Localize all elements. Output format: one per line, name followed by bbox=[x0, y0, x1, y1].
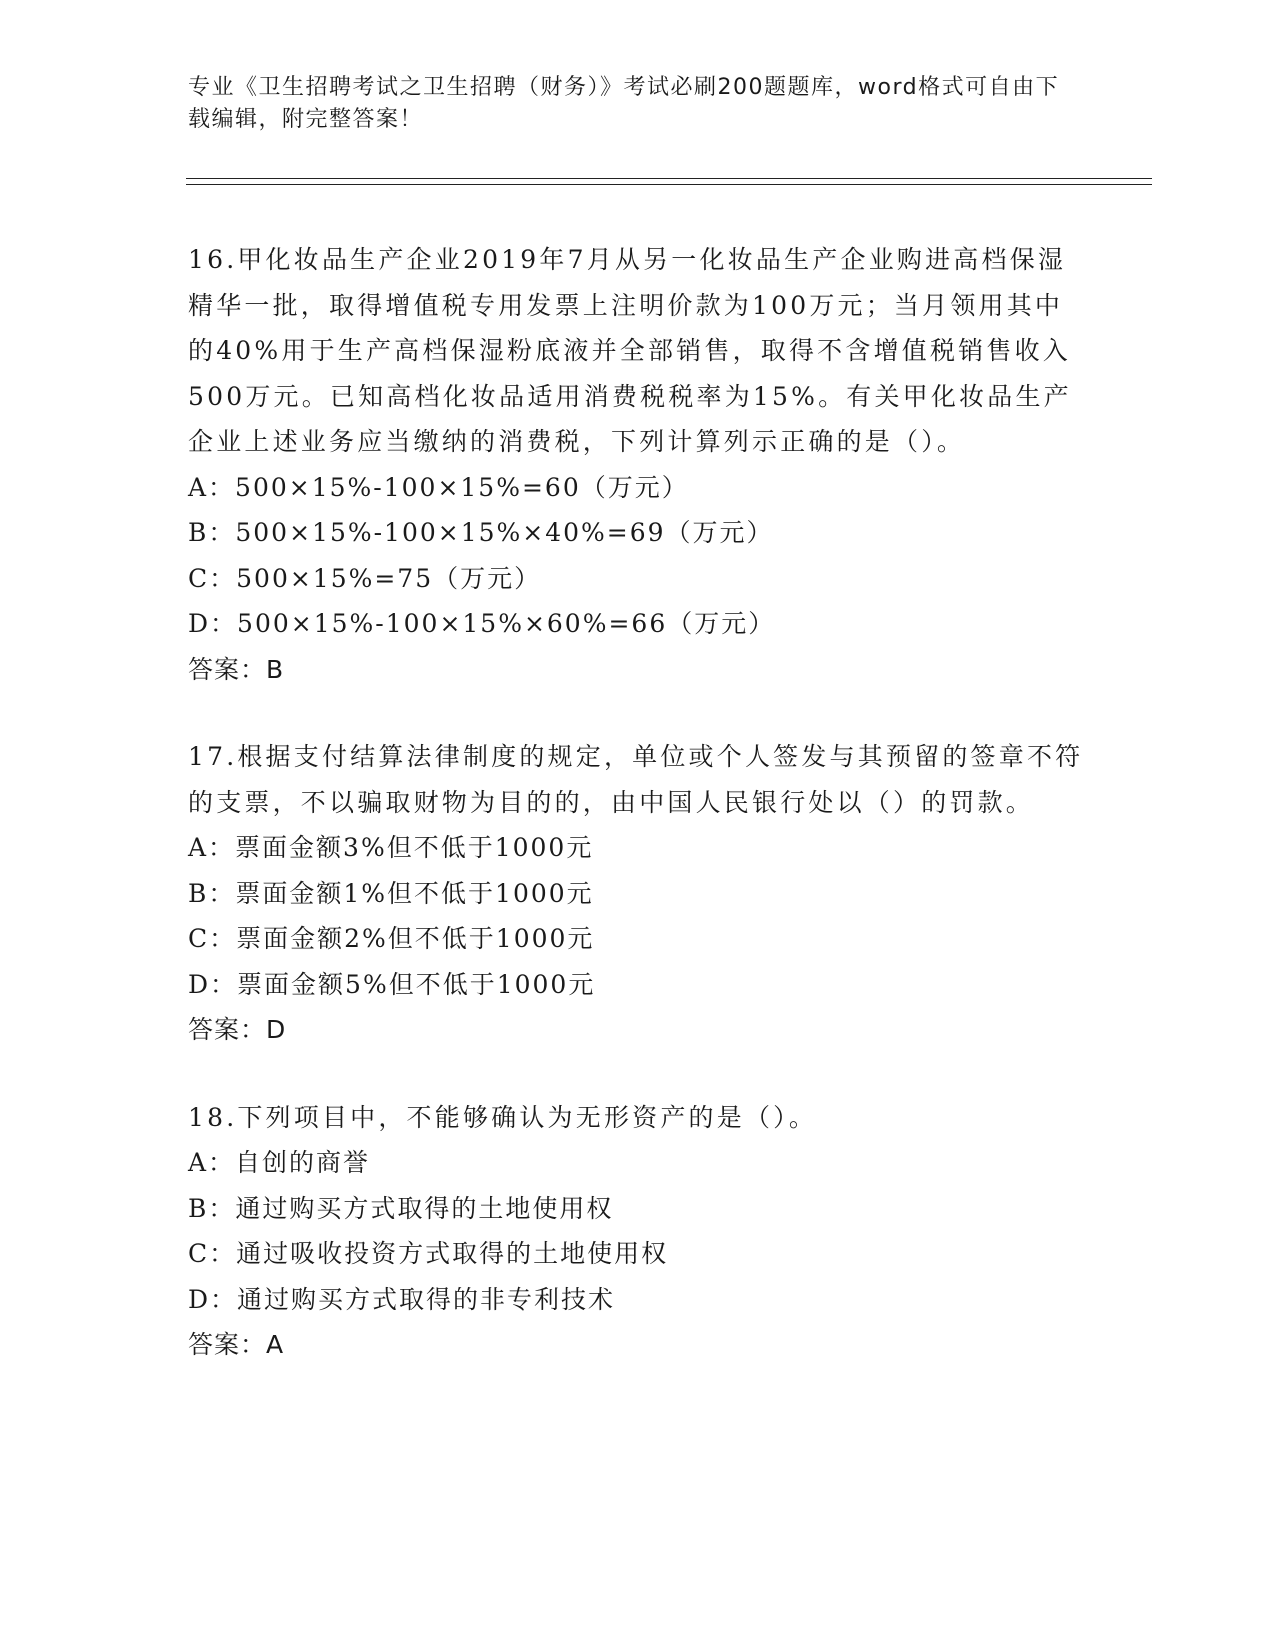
header-divider-bottom bbox=[186, 184, 1152, 185]
answer: 答案：D bbox=[188, 1015, 287, 1044]
option-a: A：票面金额3%但不低于1000元 bbox=[188, 833, 594, 862]
option-c: C：500×15%=75（万元） bbox=[188, 563, 542, 593]
answer: 答案：A bbox=[188, 1330, 285, 1359]
question-text: 16.甲化妆品生产企业2019年7月从另一化妆品生产企业购进高档保湿精华一批，取得增值税专用发票上注明价款为100万元；当月领用其中的40%用于生产高档保湿粉底液并全部销售，取得不含增值税销售收入500万元。已知高档化妆品适用消费税税率为15%。有关甲化妆品生产企业上述业务应当缴纳的消费税，下列计算列示正确的是（）。 bbox=[188, 245, 1072, 456]
document-header: 专业《卫生招聘考试之卫生招聘（财务）》考试必刷200题题库，word格式可自由下载编辑，附完整答案！ bbox=[188, 75, 1060, 132]
option-d: D：500×15%-100×15%×60%=66（万元） bbox=[188, 609, 776, 638]
question-text: 17.根据支付结算法律制度的规定，单位或个人签发与其预留的签章不符的支票，不以骗取财物为目的的，由中国人民银行处以（）的罚款。 bbox=[188, 742, 1084, 817]
option-b: B：通过购买方式取得的土地使用权 bbox=[188, 1193, 614, 1223]
answer: 答案：B bbox=[188, 654, 285, 684]
question-18 bbox=[188, 1095, 1088, 1368]
option-c: C：通过吸收投资方式取得的土地使用权 bbox=[188, 1239, 669, 1268]
header-divider-top bbox=[186, 178, 1152, 179]
question-16 bbox=[188, 237, 1088, 692]
question-text: 18.下列项目中，不能够确认为无形资产的是（）。 bbox=[188, 1102, 818, 1132]
option-c: C：票面金额2%但不低于1000元 bbox=[188, 924, 595, 953]
option-d: D：通过购买方式取得的非专利技术 bbox=[188, 1284, 616, 1314]
question-list bbox=[188, 237, 1088, 1410]
question-17 bbox=[188, 734, 1088, 1053]
option-b: B：票面金额1%但不低于1000元 bbox=[188, 878, 594, 908]
option-b: B：500×15%-100×15%×40%=69（万元） bbox=[188, 518, 774, 547]
option-a: A：500×15%-100×15%=60（万元） bbox=[188, 472, 689, 502]
option-a: A：自创的商誉 bbox=[188, 1148, 371, 1177]
option-d: D：票面金额5%但不低于1000元 bbox=[188, 969, 596, 999]
